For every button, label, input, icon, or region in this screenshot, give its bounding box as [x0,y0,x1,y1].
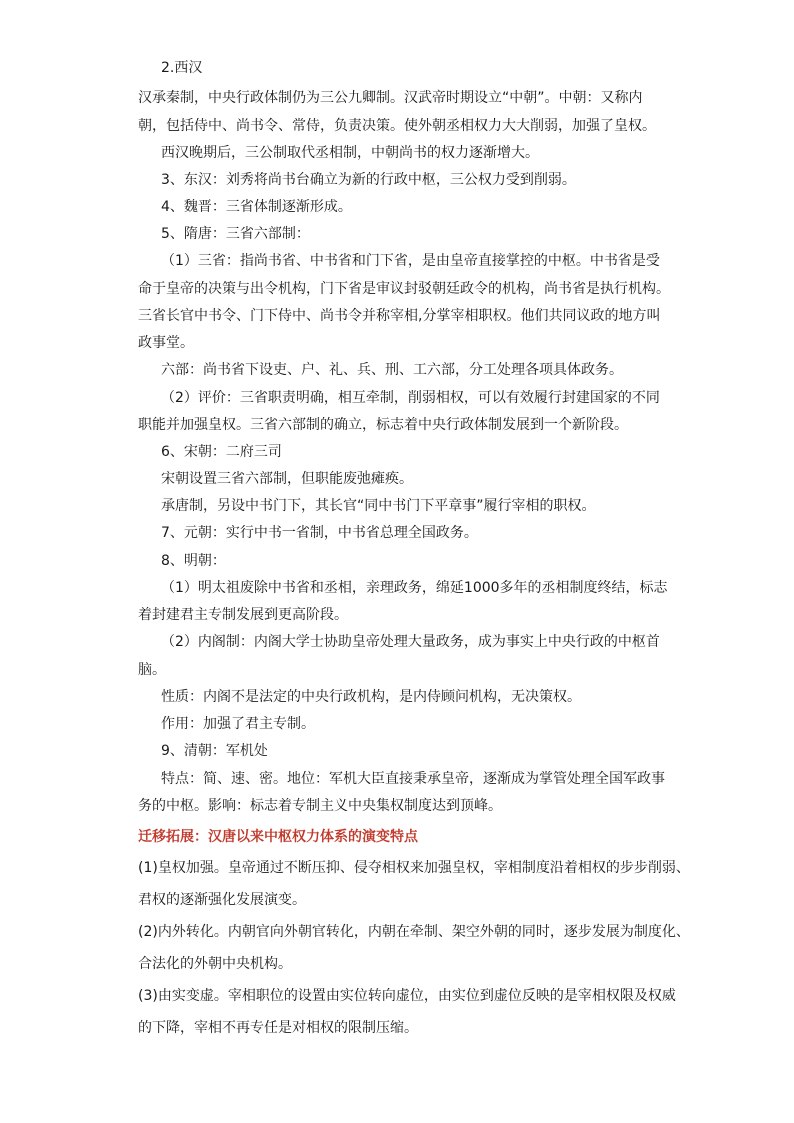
paragraph-line: 宋朝设置三省六部制，但职能废弛瘫痪。 [161,471,413,487]
paragraph-line: 合法化的外朝中央机构。 [138,956,292,972]
paragraph-line: （2）内阁制：内阁大学士协助皇帝处理大量政务，成为事实上中央行政的中枢首 [161,634,660,650]
paragraph-line: 性质：内阁不是法定的中央行政机构，是内侍顾问机构，无决策权。 [161,689,581,705]
extension-heading: 迁移拓展：汉唐以来中枢权力体系的演变特点 [138,829,418,845]
paragraph-line: 三省长官中书令、门下侍中、尚书令并称宰相,分掌宰相职权。他们共同议政的地方叫 [138,308,661,324]
section-heading-eastern-han: 3、东汉：刘秀将尚书台确立为新的行政中枢，三公权力受到削弱。 [161,172,576,188]
paragraph-line: 的下降，宰相不再专任是对相权的限制压缩。 [138,1020,418,1036]
section-heading-qing: 9、清朝：军机处 [161,743,268,759]
paragraph-line: (1)皇权加强。皇帝通过不断压抑、侵夺相权来加强皇权，宰相制度沿着相权的步步削弱、 [138,860,690,876]
paragraph-line: (3)由实变虚。宰相职位的设置由实位转向虚位，由实位到虚位反映的是宰相权限及权威 [138,988,676,1004]
paragraph-line: 六部：尚书省下设吏、户、礼、兵、刑、工六部，分工处理各项具体政务。 [161,362,623,378]
section-heading-song: 6、宋朝：二府三司 [161,444,282,460]
paragraph-line: 命于皇帝的决策与出令机构，门下省是审议封驳朝廷政令的机构，尚书省是执行机构。 [138,281,670,297]
paragraph-line: 西汉晚期后，三公制取代丞相制，中朝尚书的权力逐渐增大。 [161,145,539,161]
section-heading-ming: 8、明朝： [161,553,226,569]
paragraph-line: 特点：简、速、密。地位：军机大臣直接秉承皇帝，逐渐成为掌管处理全国军政事 [161,771,665,787]
paragraph-line: （2）评价：三省职责明确，相互牵制，削弱相权，可以有效履行封建国家的不同 [161,390,660,406]
paragraph-line: 汉承秦制，中央行政体制仍为三公九卿制。汉武帝时期设立“中朝”。中朝：又称内 [138,90,643,106]
paragraph-line: 承唐制，另设中书门下，其长官“同中书门下平章事”履行宰相的职权。 [161,498,596,514]
paragraph-line: 着封建君主专制发展到更高阶段。 [138,607,348,623]
paragraph-line: 务的中枢。影响：标志着专制主义中央集权制度达到顶峰。 [138,798,502,814]
section-heading-sui-tang: 5、隋唐：三省六部制： [161,226,310,242]
paragraph-line: (2)内外转化。内朝官向外朝官转化，内朝在牵制、架空外朝的同时，逐步发展为制度化、 [138,924,690,940]
paragraph-line: 作用：加强了君主专制。 [161,716,315,732]
paragraph-line: （1）明太祖废除中书省和丞相，亲理政务，绵延1000多年的丞相制度终结，标志 [161,580,668,596]
paragraph-line: 君权的逐渐强化发展演变。 [138,892,306,908]
paragraph-line: （1）三省：指尚书省、中书省和门下省，是由皇帝直接掌控的中枢。中书省是受 [161,253,660,269]
section-heading-western-han: 2.西汉 [161,60,203,76]
paragraph-line: 脑。 [138,662,166,678]
section-heading-wei-jin: 4、魏晋：三省体制逐渐形成。 [161,199,352,215]
paragraph-line: 朝，包括侍中、尚书令、常侍，负责决策。使外朝丞相权力大大削弱，加强了皇权。 [138,118,656,134]
paragraph-line: 政事堂。 [138,335,194,351]
paragraph-line: 职能并加强皇权。三省六部制的确立，标志着中央行政体制发展到一个新阶段。 [138,417,628,433]
section-heading-yuan: 7、元朝：实行中书一省制，中书省总理全国政务。 [161,525,478,541]
